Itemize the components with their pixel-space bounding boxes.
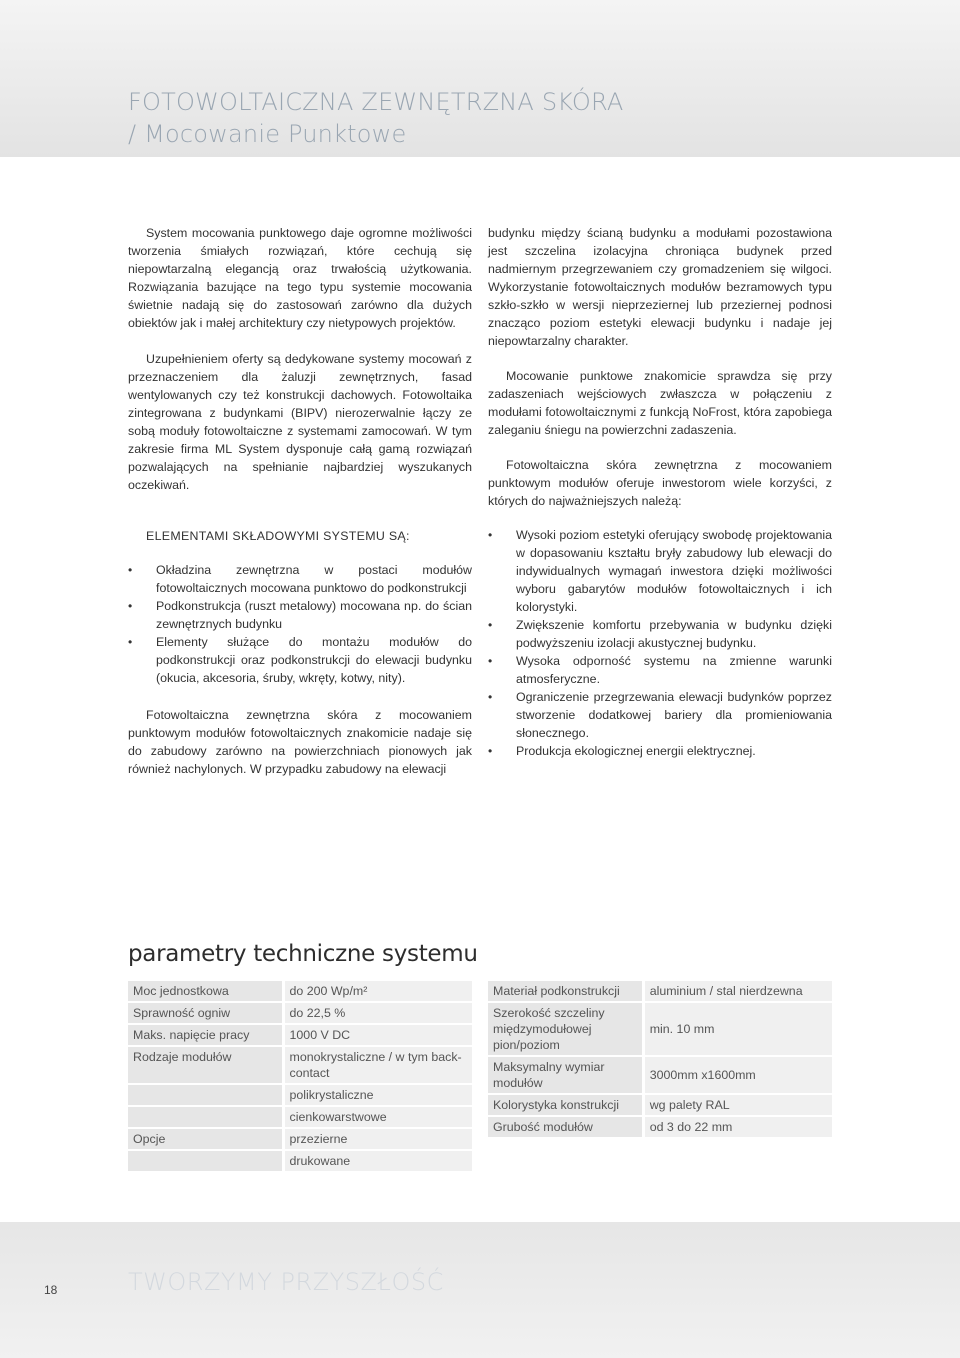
- table-row: [488, 1095, 832, 1115]
- param-key: Kolorystyka konstrukcji: [488, 1095, 642, 1115]
- param-key: Materiał podkonstrukcji: [488, 981, 642, 1001]
- param-value: min. 10 mm: [642, 1003, 832, 1055]
- param-value: przezierne: [282, 1129, 472, 1149]
- list-item-text: Okładzina zewnętrzna w postaci modułów fotowoltaicznych mocowana punktowo do podkonstrukcji: [156, 563, 472, 595]
- param-value: do 200 Wp/m²: [282, 981, 472, 1001]
- param-value: drukowane: [282, 1151, 472, 1171]
- param-key: Rodzaje modułów: [128, 1047, 282, 1083]
- benefits-list: [488, 526, 832, 760]
- param-key: Maksymalny wymiar modułów: [488, 1057, 642, 1093]
- param-key: Opcje: [128, 1129, 282, 1149]
- paragraph: Fotowoltaiczna skóra zewnętrzna z mocowaniem punktowym modułów oferuje inwestorom wiele korzyści, z których do najważniejszych należą:: [488, 458, 832, 508]
- param-value: 1000 V DC: [282, 1025, 472, 1045]
- param-key: Sprawność ogniw: [128, 1003, 282, 1023]
- list-item: [128, 633, 472, 687]
- list-item: [128, 597, 472, 633]
- param-key: Szerokość szczeliny międzymodułowej pion/poziom: [488, 1003, 642, 1055]
- param-value: monokrystaliczne / w tym back-contact: [282, 1047, 472, 1083]
- param-value: od 3 do 22 mm: [642, 1117, 832, 1137]
- components-heading: ELEMENTAMI SKŁADOWYMI SYSTEMU SĄ:: [146, 529, 410, 543]
- list-item-text: Ograniczenie przegrzewania elewacji budynków poprzez stworzenie dodatkowej bariery dla promieniowania słonecznego.: [516, 690, 832, 740]
- list-item: [488, 652, 832, 688]
- bullet-icon: •: [128, 599, 133, 613]
- param-value: polikrystaliczne: [282, 1085, 472, 1105]
- bullet-icon: •: [128, 563, 133, 577]
- paragraph: budynku między ścianą budynku a modułami pozostawiona jest szczelina izolacyjna chroniąca budynek przed nadmiernym przegrzewaniem czy gromadzeniem się wilgoci. Wykorzystanie fotowoltaicznych modułów bezramowych typu szkło-szkło w wersji nieprzeziernej lub przeziernej podnosi znacząco poziom estetyki elewacji budynku i nadaje jej niepowtarzalny charakter.: [488, 226, 832, 348]
- param-key: Maks. napięcie pracy: [128, 1025, 282, 1045]
- list-item-text: Wysoki poziom estetyki oferujący swobodę projektowania w dopasowaniu kształtu bryły zabudowy lub elewacji do indywidualnych wymagań inwestora dzięki możliwości wyboru gabarytów modułów fotowoltaicznych i ich kolorystyki.: [516, 528, 832, 614]
- paragraph: System mocowania punktowego daje ogromne możliwości tworzenia śmiałych rozwiązań, które cechują się niepowtarzalną elegancją oraz trwałością użytkowania. Rozwiązania bazujące na tego typu systemie mocowania świetnie nadają się do zastosowań zarówno dla dużych obiektów jak i małej architektury czy nietypowych projektów.: [128, 226, 472, 330]
- list-item: [488, 616, 832, 652]
- table-row: [488, 1057, 832, 1093]
- param-key: Grubość modułów: [488, 1117, 642, 1137]
- right-column: [488, 224, 832, 510]
- list-item-text: Zwiększenie komfortu przebywania w budynku dzięki podwyższeniu izolacji akustycznej budynku.: [516, 618, 832, 650]
- list-item-text: Produkcja ekologicznej energii elektrycznej.: [516, 744, 756, 758]
- components-list: [128, 561, 472, 687]
- bullet-icon: •: [128, 635, 133, 649]
- table-row: [128, 1047, 472, 1083]
- bullet-icon: •: [488, 618, 493, 632]
- left-column: [128, 224, 472, 494]
- param-key: [128, 1085, 282, 1105]
- params-table-right: [488, 979, 832, 1139]
- param-key: Moc jednostkowa: [128, 981, 282, 1001]
- table-row: [488, 1117, 832, 1137]
- page-title-line1: FOTOWOLTAICZNA ZEWNĘTRZNA SKÓRA: [128, 88, 624, 116]
- table-row: [488, 1003, 832, 1055]
- bullet-icon: •: [488, 654, 493, 668]
- bullet-icon: •: [488, 528, 493, 542]
- params-table-left: [128, 979, 472, 1173]
- params-title: parametry techniczne systemu: [128, 941, 478, 967]
- list-item: [128, 561, 472, 597]
- paragraph: Fotowoltaiczna zewnętrzna skóra z mocowaniem punktowym modułów fotowoltaicznych znakomicie nadaje się do zabudowy zarówno na powierzchniach pionowych jak również nachylonych. W przypadku zabudowy na elewacji: [128, 708, 472, 776]
- list-item-text: Wysoka odporność systemu na zmienne warunki atmosferyczne.: [516, 654, 832, 686]
- paragraph: Mocowanie punktowe znakomicie sprawdza się przy zadaszeniach wejściowych zwłaszcza w połączeniu z modułami fotowoltaicznymi z funkcją NoFrost, która zapobiega zaleganiu śniegu na powierzchni zadaszenia.: [488, 369, 832, 437]
- bullet-icon: •: [488, 690, 493, 704]
- list-item: [488, 526, 832, 616]
- param-key: [128, 1107, 282, 1127]
- param-value: cienkowarstwowe: [282, 1107, 472, 1127]
- table-row: [128, 1107, 472, 1127]
- table-row: [128, 1085, 472, 1105]
- table-row: [128, 981, 472, 1001]
- table-row: [128, 1025, 472, 1045]
- list-item: [488, 688, 832, 742]
- param-value: aluminium / stal nierdzewna: [642, 981, 832, 1001]
- bullet-icon: •: [488, 744, 493, 758]
- footer-slogan: TWORZYMY PRZYSZŁOŚĆ: [128, 1268, 444, 1296]
- list-item-text: Podkonstrukcja (ruszt metalowy) mocowana np. do ścian zewnętrznych budynku: [156, 599, 472, 631]
- list-item: [488, 742, 832, 760]
- param-key: [128, 1151, 282, 1171]
- page-title: [128, 86, 624, 150]
- table-row: [128, 1003, 472, 1023]
- param-value: 3000mm x1600mm: [642, 1057, 832, 1093]
- param-value: do 22,5 %: [282, 1003, 472, 1023]
- page-title-line2: / Mocowanie Punktowe: [128, 120, 407, 148]
- page-number: 18: [44, 1283, 58, 1297]
- table-row: [128, 1129, 472, 1149]
- list-item-text: Elementy służące do montażu modułów do podkonstrukcji oraz podkonstrukcji do elewacji budynku (okucia, akcesoria, śruby, wkręty, kotwy, nity).: [156, 635, 472, 685]
- paragraph: Uzupełnieniem oferty są dedykowane systemy mocowań z przeznaczeniem dla żaluzji zewnętrznych, fasad wentylowanych czy też konstrukcji dachowych. Fotowoltaika zintegrowana z budynkami (BIPV) nierozerwalnie łączy ze sobą moduły fotowoltaiczne z systemami zamocowań. W tym zakresie firma ML System dysponuje całą gamą rozwiązań pozwalających na spełnianie najbardziej wyszukanych oczekiwań.: [128, 352, 472, 492]
- table-row: [488, 981, 832, 1001]
- param-value: wg palety RAL: [642, 1095, 832, 1115]
- table-row: [128, 1151, 472, 1171]
